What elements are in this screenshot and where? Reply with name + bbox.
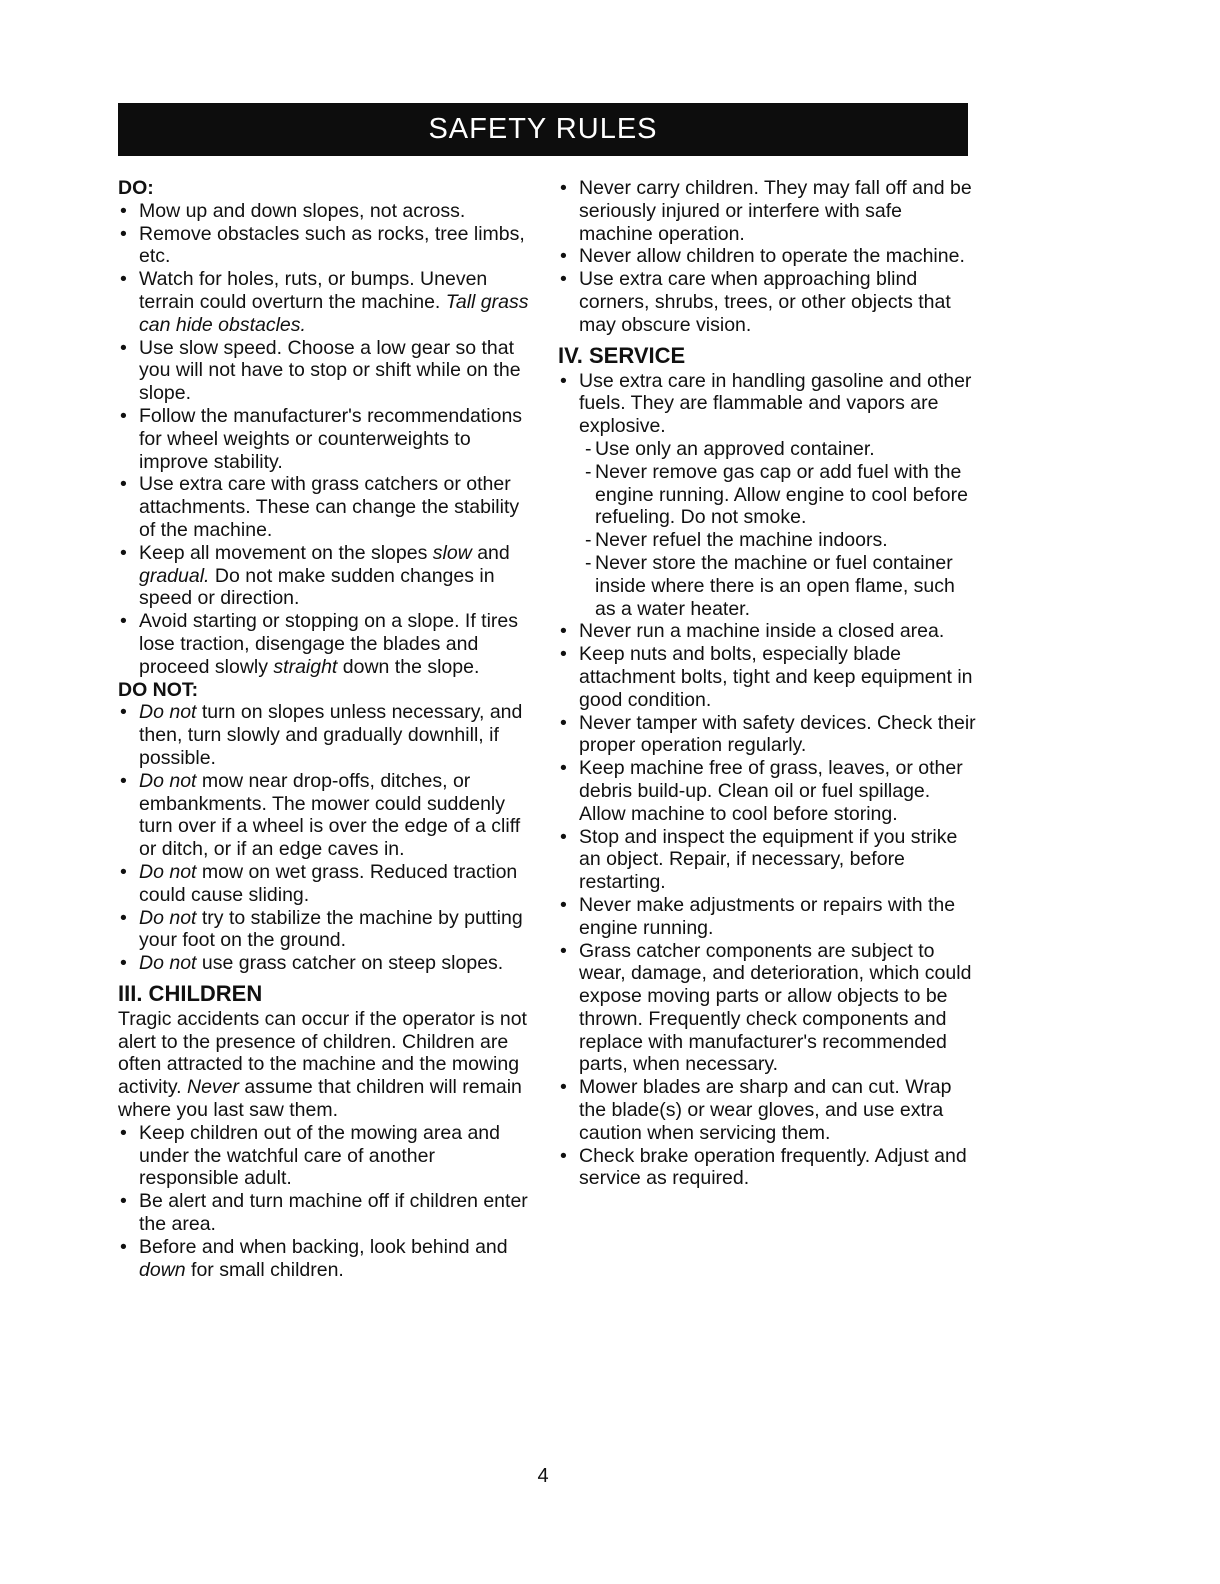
list-item: • Mower blades are sharp and can cut. Wrap the blade(s) or wear gloves, and use extra caution when servicing them. — [558, 1076, 978, 1144]
list-item: • Keep machine free of grass, leaves, or other debris build-up. Clean oil or fuel spillage. Allow machine to cool before storing. — [558, 757, 978, 825]
list-item: • Do not mow on wet grass. Reduced traction could cause sliding. — [118, 861, 538, 907]
list-item: • Never run a machine inside a closed area. — [558, 620, 978, 643]
list-item: • Never tamper with safety devices. Check their proper operation regularly. — [558, 712, 978, 758]
do-list — [118, 200, 538, 679]
do-heading: DO: — [118, 177, 154, 199]
list-item: • Remove obstacles such as rocks, tree limbs, etc. — [118, 223, 538, 269]
service-heading: IV. SERVICE — [558, 342, 686, 368]
list-item: • Do not turn on slopes unless necessary, and then, turn slowly and gradually downhill, if possible. — [118, 701, 538, 769]
sub-list-item: - Use only an approved container. — [585, 438, 978, 461]
list-item: • Do not use grass catcher on steep slopes. — [118, 952, 538, 975]
title-banner — [118, 103, 968, 156]
list-item: • Never carry children. They may fall off and be seriously injured or interfere with safe machine operation. — [558, 177, 978, 245]
list-item: • Use extra care in handling gasoline and other fuels. They are flammable and vapors are explosive. - Use only an approved container. - Never remove gas cap or add fuel with the engine running. Allow engine to cool before refueling. Do not smoke. - Never refuel the machine indoors. - Never store the machine or fuel container inside where there is an open flame, such as a water heater. — [558, 370, 978, 621]
list-item: • Use slow speed. Choose a low gear so that you will not have to stop or shift while on the slope. — [118, 337, 538, 405]
list-item: • Grass catcher components are subject to wear, damage, and deterioration, which could expose moving parts or allow objects to be thrown. Frequently check components and replace with manufacturer's recommended parts, when necessary. — [558, 940, 978, 1077]
list-item: • Keep children out of the mowing area and under the watchful care of another responsible adult. — [118, 1122, 538, 1190]
list-item: • Avoid starting or stopping on a slope. If tires lose traction, disengage the blades and proceed slowly straight down the slope. — [118, 610, 538, 678]
children-heading: III. CHILDREN — [118, 980, 263, 1006]
children-list — [118, 1122, 538, 1282]
sub-list-item: - Never remove gas cap or add fuel with the engine running. Allow engine to cool before refueling. Do not smoke. — [585, 461, 978, 529]
list-item: • Use extra care with grass catchers or other attachments. These can change the stability of the machine. — [118, 473, 538, 541]
list-item: • Keep all movement on the slopes slow and gradual. Do not make sudden changes in speed or direction. — [118, 542, 538, 610]
sub-list-item: - Never refuel the machine indoors. — [585, 529, 978, 552]
left-column — [118, 177, 538, 1281]
list-item: • Do not try to stabilize the machine by putting your foot on the ground. — [118, 907, 538, 953]
list-item: • Before and when backing, look behind and down for small children. — [118, 1236, 538, 1282]
list-item: • Mow up and down slopes, not across. — [118, 200, 538, 223]
list-item: • Use extra care when approaching blind corners, shrubs, trees, or other objects that may obscure vision. — [558, 268, 978, 336]
list-item: • Do not mow near drop-offs, ditches, or embankments. The mower could suddenly turn over if a wheel is over the edge of a cliff or ditch, or if an edge caves in. — [118, 770, 538, 861]
page-title: SAFETY RULES — [428, 113, 658, 145]
sub-list-item: - Never store the machine or fuel container inside where there is an open flame, such as a water heater. — [585, 552, 978, 620]
list-item: • Never allow children to operate the machine. — [558, 245, 978, 268]
list-item: • Keep nuts and bolts, especially blade attachment bolts, tight and keep equipment in good condition. — [558, 643, 978, 711]
donot-list — [118, 701, 538, 975]
list-item: • Watch for holes, ruts, or bumps. Uneven terrain could overturn the machine. Tall grass can hide obstacles. — [118, 268, 538, 336]
page-number: 4 — [537, 1465, 549, 1487]
list-item: • Stop and inspect the equipment if you strike an object. Repair, if necessary, before restarting. — [558, 826, 978, 894]
list-item: • Never make adjustments or repairs with the engine running. — [558, 894, 978, 940]
list-item: • Follow the manufacturer's recommendations for wheel weights or counterweights to improve stability. — [118, 405, 538, 473]
list-item: • Check brake operation frequently. Adjust and service as required. — [558, 1145, 978, 1191]
right-column — [558, 177, 978, 1190]
service-list — [558, 370, 978, 1191]
list-item: • Be alert and turn machine off if children enter the area. — [118, 1190, 538, 1236]
children-paragraph: Tragic accidents can occur if the operator is not alert to the presence of children. Children are often attracted to the machine and the mowing activity. Never assume that children will remain where you last saw them. — [118, 1007, 527, 1122]
fuel-sublist — [579, 438, 978, 620]
children-list-continued — [558, 177, 978, 337]
donot-heading: DO NOT: — [118, 678, 199, 701]
